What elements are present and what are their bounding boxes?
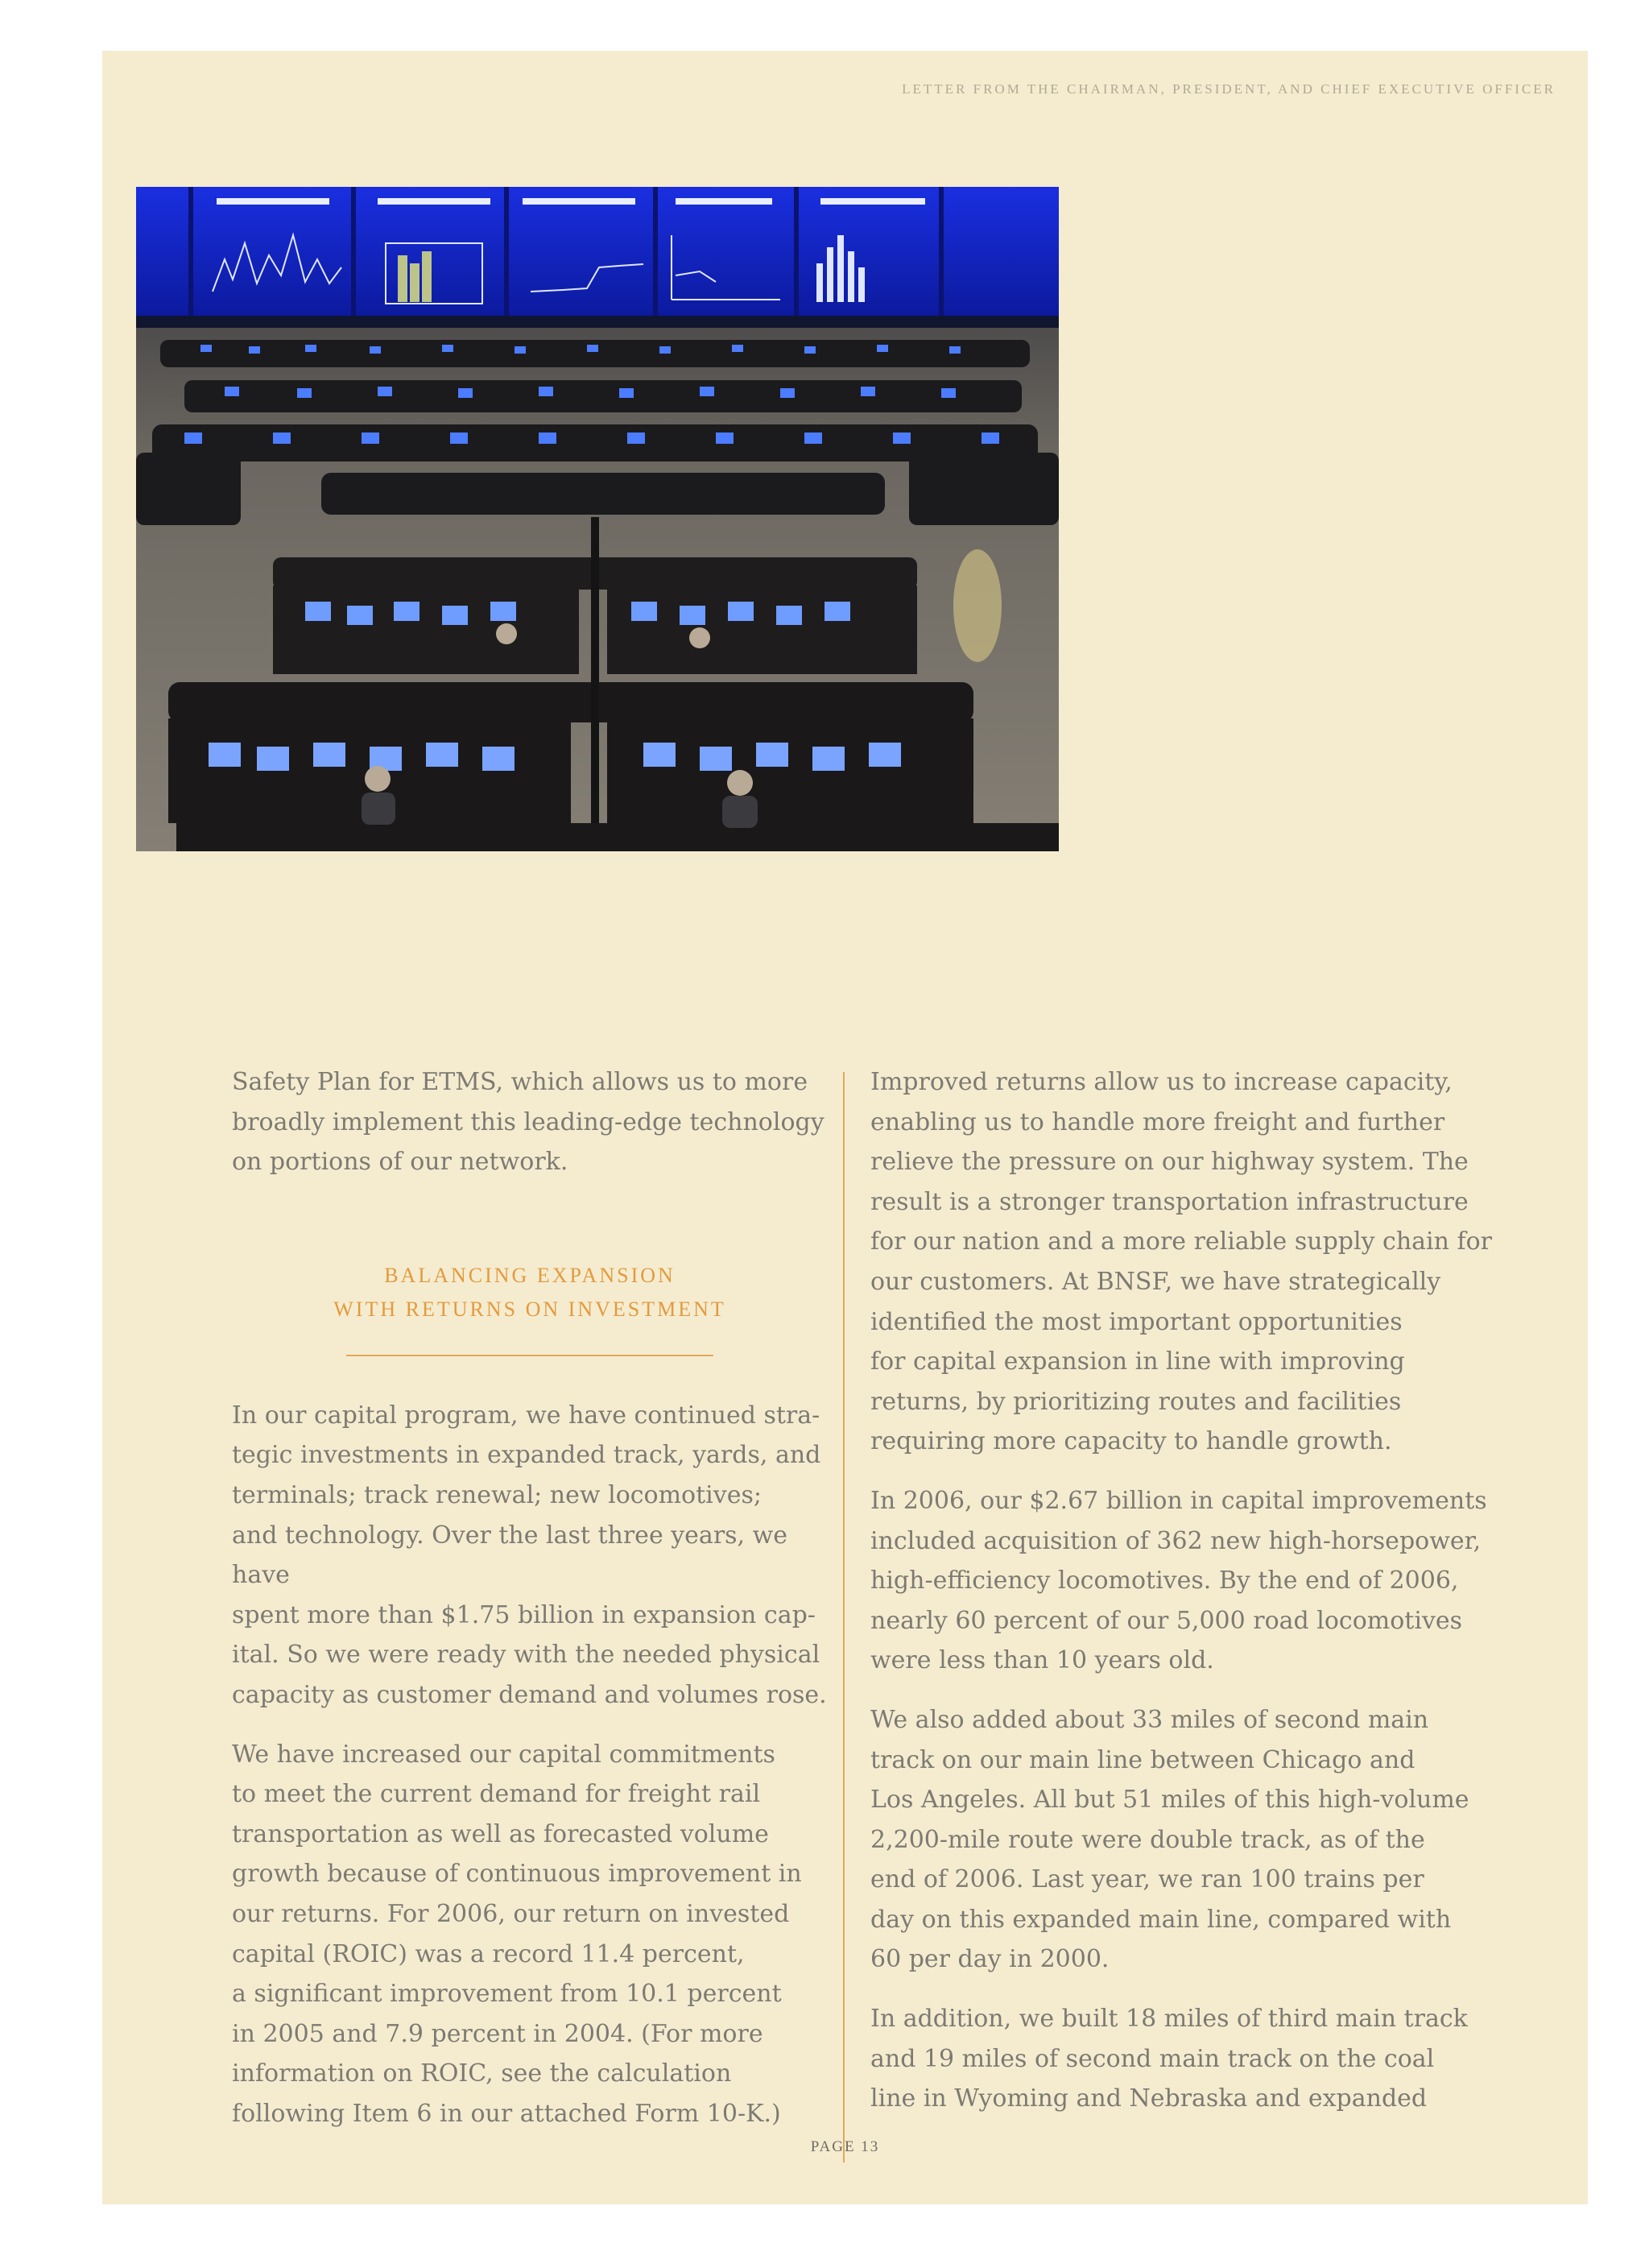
- document-page: [102, 51, 1588, 2204]
- right-paragraph-4: In addition, we built 18 miles of third main track and 19 miles of second main track on the coal line in Wyoming and Nebraska and expanded: [870, 2005, 1468, 2113]
- running-header: LETTER FROM THE CHAIRMAN, PRESIDENT, AND CHIEF EXECUTIVE OFFICER: [902, 81, 1556, 97]
- section-heading: BALANCING EXPANSION WITH RETURNS ON INVESTMENT: [333, 1263, 726, 1321]
- right-paragraph-3: We also added about 33 miles of second main track on our main line between Chicago and Los Angeles. All but 51 miles of this high-volume 2,200-mile route were double track, as of the end of 2006. Last year, we ran 100 trains per day on this expanded main line, compared with 60 per day in 2000.: [870, 1705, 1469, 1974]
- right-column: [870, 1062, 1563, 2119]
- left-column: [232, 1062, 828, 2133]
- operations-center-photo: [136, 187, 1059, 851]
- heading-rule: [346, 1355, 713, 1356]
- column-divider: [843, 1072, 845, 2162]
- left-paragraph-2: We have increased our capital commitments to meet the current demand for freight rail transportation as well as forecasted volume growth because of continuous improvement in our returns. For 2006, our return on invested capital (ROIC) was a record 11.4 percent, a significant improvement from 10.1 percent in 2005 and 7.9 percent in 2004. (For more information on ROIC, see the calculation following Item 6 in our attached Form 10-K.): [232, 1740, 802, 2128]
- left-paragraph-1: In our capital program, we have continued stra- tegic investments in expanded track, yards, and terminals; track renewal; new locomotives; and technology. Over the last three years, we have spent more than $1.75 billion in expansion cap- ital. So we were ready with the needed physical capacity as customer demand and volumes rose.: [232, 1401, 827, 1709]
- photo-illustration: [136, 187, 1059, 851]
- right-paragraph-1: Improved returns allow us to increase capacity, enabling us to handle more freight and further relieve the pressure on our highway system. The result is a stronger transportation infrastructure for our nation and a more reliable supply chain for our customers. At BNSF, we have strategically identified the most important opportunities for capital expansion in line with improving returns, by prioritizing routes and facilities requiring more capacity to handle growth.: [870, 1068, 1493, 1456]
- left-intro-paragraph: Safety Plan for ETMS, which allows us to more broadly implement this leading-edge technology on portions of our network.: [232, 1068, 824, 1177]
- right-paragraph-2: In 2006, our $2.67 billion in capital improvements included acquisition of 362 new high-horsepower, high-efficiency locomotives. By the end of 2006, nearly 60 percent of our 5,000 road locomotives were less than 10 years old.: [870, 1486, 1487, 1675]
- page-number: PAGE 13: [810, 2138, 880, 2155]
